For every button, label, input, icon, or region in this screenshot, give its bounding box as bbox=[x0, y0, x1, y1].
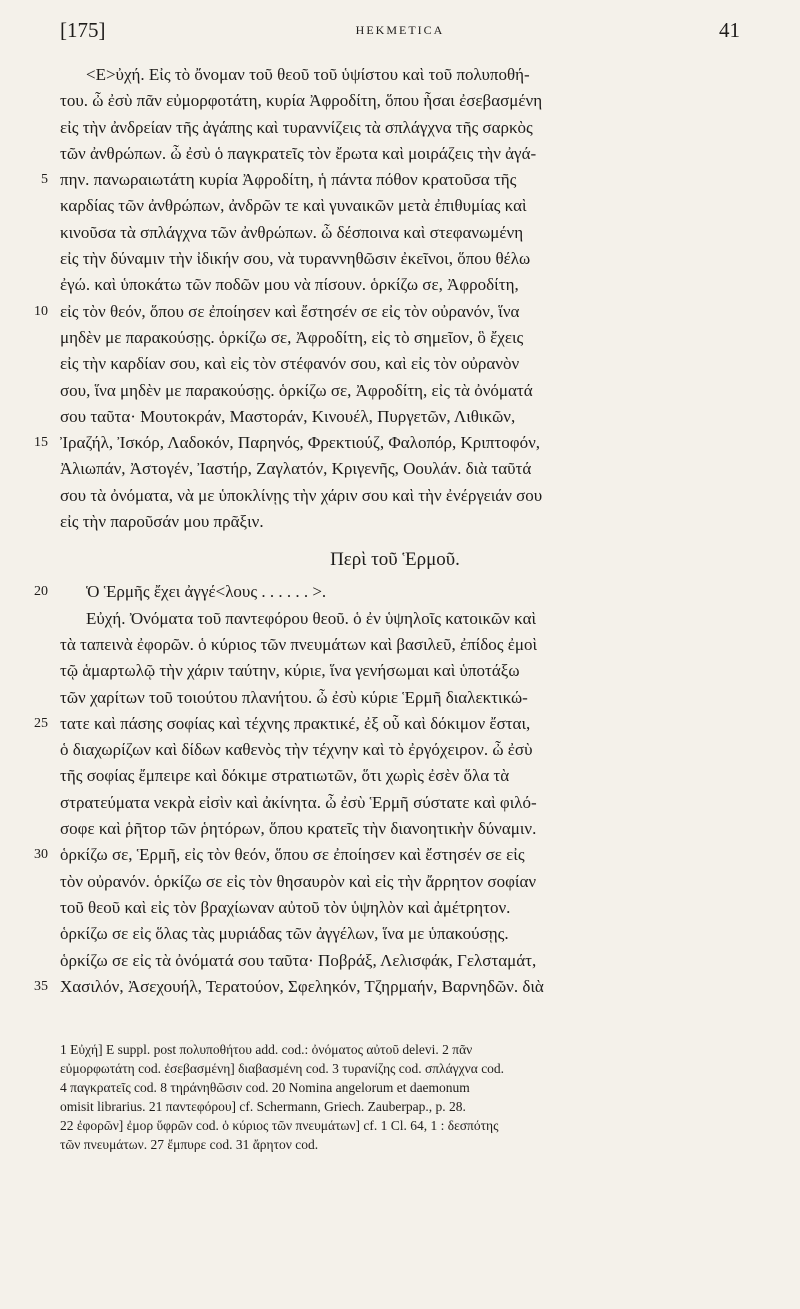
text-line bbox=[34, 579, 730, 605]
line-text: εἰς τὴν καρδίαν σου, καὶ εἰς τὸν στέφανόν σου, καὶ εἰς τὸν οὐρανὸν bbox=[60, 354, 520, 374]
line-text: ὁρκίζω σε, Ἑρμῆ, εἰς τὸν θεόν, ὅπου σε ἐποίησεν καὶ ἔστησέν σε εἰς bbox=[60, 845, 525, 865]
line-text: Εὐχή. Ὀνόματα τοῦ παντεφόρου θεοῦ. ὁ ἐν ὑψηλοῖς κατοικῶν καὶ bbox=[86, 608, 537, 628]
line-text: πην. πανωραιωτάτη κυρία Ἀφροδίτη, ἡ πάντα πόθον κρατοῦσα τῆς bbox=[60, 170, 517, 190]
text-line bbox=[60, 895, 730, 921]
text-line bbox=[60, 272, 730, 298]
line-text: σοφε καὶ ῥῆτορ τῶν ῥητόρων, ὅπου κρατεῖς τὴν διανοητικὴν δύναμιν. bbox=[60, 819, 537, 839]
page-header bbox=[60, 18, 740, 48]
line-text: Χασιλόν, Ἀσεχουήλ, Τερατούον, Σφεληκόν, Τζηρμαήν, Βαρνηδῶν. διὰ bbox=[60, 976, 544, 996]
text-line bbox=[60, 685, 730, 711]
text-line bbox=[60, 606, 730, 632]
line-text: ὁρκίζω σε εἰς τὰ ὀνόματά σου ταῦτα· Ποβράξ, Λελισφάκ, Γελσταμάτ, bbox=[60, 950, 537, 970]
line-text: σου τὰ ὀνόματα, νὰ με ὑποκλίνῃς τὴν χάριν σου καὶ τὴν ἐνέργειάν σου bbox=[60, 485, 543, 505]
text-line bbox=[60, 193, 730, 219]
text-line bbox=[60, 632, 730, 658]
running-title: HEKMETICA bbox=[355, 23, 445, 37]
text-line bbox=[34, 974, 730, 1000]
line-number: 15 bbox=[34, 435, 48, 451]
line-number: 10 bbox=[34, 303, 48, 319]
text-line bbox=[60, 115, 730, 141]
line-text: του. ὦ ἐσὺ πᾶν εὐμορφοτάτη, κυρία Ἀφροδίτη, ὅπου ἦσαι ἐσεβασμένη bbox=[60, 91, 543, 111]
line-text: κινοῦσα τὰ σπλάγχνα τῶν ἀνθρώπων. ὦ δέσποινα καὶ στεφανωμένη bbox=[60, 222, 524, 242]
text-line bbox=[34, 711, 730, 737]
line-text: Ὁ Ἑρμῆς ἔχει ἀγγέ<λους . . . . . . >. bbox=[86, 582, 327, 602]
text-line bbox=[60, 246, 730, 272]
line-text: σου ταῦτα· Μουτοκράν, Μαστοράν, Κινουέλ, Πυργετῶν, Λιθικῶν, bbox=[60, 406, 516, 426]
text-line bbox=[60, 658, 730, 684]
apparatus-notes bbox=[60, 1040, 735, 1154]
line-text: τῶν ἀνθρώπων. ὦ ἐσὺ ὁ παγκρατεῖς τὸν ἔρωτα καὶ μοιράζεις τὴν ἀγά- bbox=[60, 143, 537, 163]
line-text: Ἀλιωπάν, Ἀστογέν, Ἰαστήρ, Ζαγλατόν, Κριγενῆς, Οουλάν. διὰ ταῦτά bbox=[60, 459, 532, 479]
line-text: τὸν οὐρανόν. ὁρκίζω σε εἰς τὸν θησαυρὸν καὶ εἰς τὴν ἄρρητον σοφίαν bbox=[60, 871, 537, 891]
text-line bbox=[60, 790, 730, 816]
text-line bbox=[60, 88, 730, 114]
page-number: 41 bbox=[719, 18, 740, 42]
text-line bbox=[60, 141, 730, 167]
line-text: εἰς τὴν ἀνδρείαν τῆς ἀγάπης καὶ τυραννίζεις τὰ σπλάγχνα τῆς σαρκὸς bbox=[60, 117, 533, 137]
text-line bbox=[60, 869, 730, 895]
text-line bbox=[60, 921, 730, 947]
text-line bbox=[60, 404, 730, 430]
page-reference: [175] bbox=[60, 18, 106, 42]
line-text: τατε καὶ πάσης σοφίας καὶ τέχνης πρακτικέ, ἐξ οὗ καὶ δόκιμον ἔσται, bbox=[60, 713, 531, 733]
line-text: ἐγώ. καὶ ὑποκάτω τῶν ποδῶν μου νὰ πίσουν. ὁρκίζω σε, Ἀφροδίτη, bbox=[60, 275, 519, 295]
text-line bbox=[60, 325, 730, 351]
text-line bbox=[60, 816, 730, 842]
line-text: Ἰραζήλ, Ἰσκόρ, Λαδοκόν, Παρηνός, Φρεκτιούζ, Φαλοπόρ, Κριπτοφόν, bbox=[60, 433, 541, 453]
text-line bbox=[60, 509, 730, 535]
note-line: omisit librarius. 21 παντεφόρου] cf. Schermann, Griech. Zauberpap., p. 28. bbox=[60, 1099, 466, 1114]
line-number: 30 bbox=[34, 847, 48, 863]
text-line bbox=[60, 948, 730, 974]
line-text: τῆς σοφίας ἔμπειρε καὶ δόκιμε στρατιωτῶν, ὅτι χωρὶς ἐσὲν ὅλα τὰ bbox=[60, 766, 510, 786]
line-text: εἰς τὴν παροῦσάν μου πρᾶξιν. bbox=[60, 512, 264, 532]
note-line: 1 Εὐχή] E suppl. post πολυποθήτου add. cod.: ὀνόματος αὐτοῦ delevi. 2 πᾶν bbox=[60, 1042, 473, 1057]
text-line bbox=[60, 351, 730, 377]
line-text: στρατεύματα νεκρὰ εἰσὶν καὶ ἀκίνητα. ὦ ἐσὺ Ἑρμῆ σύστατε καὶ φιλό- bbox=[60, 792, 537, 812]
prayer-hermes bbox=[34, 579, 730, 1000]
line-text: τὰ ταπεινὰ ἐφορῶν. ὁ κύριος τῶν πνευμάτων καὶ βασιλεῦ, ἐπίδος ἐμοὶ bbox=[60, 634, 538, 654]
line-text: σου, ἵνα μηδὲν με παρακούσῃς. ὁρκίζω σε, Ἀφροδίτη, εἰς τὰ ὀνόματά bbox=[60, 380, 533, 400]
line-text: τῶν χαρίτων τοῦ τοιούτου πλανήτου. ὦ ἐσὺ κύριε Ἑρμῆ διαλεκτικώ- bbox=[60, 687, 528, 707]
main-text bbox=[34, 62, 730, 1000]
note-line: τῶν πνευμάτων. 27 ἔμπυρε cod. 31 ἄρητον cod. bbox=[60, 1137, 319, 1152]
line-text: τῷ ἁμαρτωλῷ τὴν χάριν ταύτην, κύριε, ἵνα γενήσωμαι καὶ ὑποτάξω bbox=[60, 661, 520, 681]
text-line bbox=[34, 842, 730, 868]
line-text: εἰς τὴν δύναμιν τὴν ἰδικήν σου, νὰ τυραννηθῶσιν ἐκεῖνοι, ὅπου θέλω bbox=[60, 249, 531, 269]
line-text: τοῦ θεοῦ καὶ εἰς τὸν βραχίωναν αὐτοῦ τὸν ὑψηλὸν καὶ ἀμέτρητον. bbox=[60, 897, 511, 917]
text-line bbox=[34, 299, 730, 325]
text-line bbox=[41, 167, 730, 193]
text-line bbox=[60, 220, 730, 246]
text-line bbox=[60, 483, 730, 509]
text-line bbox=[34, 430, 730, 456]
text-line bbox=[60, 456, 730, 482]
prayer-aphrodite bbox=[34, 62, 730, 535]
line-number: 5 bbox=[41, 172, 48, 188]
text-line bbox=[60, 378, 730, 404]
text-line bbox=[60, 62, 730, 88]
text-line bbox=[60, 737, 730, 763]
line-text: ὁρκίζω σε εἰς ὅλας τὰς μυριάδας τῶν ἀγγέλων, ἵνα με ὑπακούσῃς. bbox=[60, 924, 509, 944]
line-text: εἰς τὸν θεόν, ὅπου σε ἐποίησεν καὶ ἔστησέν σε εἰς τὸν οὐρανόν, ἵνα bbox=[60, 301, 520, 321]
line-number: 20 bbox=[34, 584, 48, 600]
line-text: μηδὲν με παρακούσῃς. ὁρκίζω σε, Ἀφροδίτη, εἰς τὸ σημεῖον, ὃ ἔχεις bbox=[60, 327, 524, 347]
line-text: καρδίας τῶν ἀνθρώπων, ἀνδρῶν τε καὶ γυναικῶν μετὰ ἐπιθυμίας καὶ bbox=[60, 196, 527, 216]
line-text: <E>ὐχή. Εἰς τὸ ὄνομαν τοῦ θεοῦ τοῦ ὑψίστου καὶ τοῦ πολυποθή- bbox=[86, 65, 530, 84]
note-line: 4 παγκρατεῖς cod. 8 τηράνηθῶσιν cod. 20 Nomina angelorum et daemonum bbox=[60, 1080, 470, 1095]
line-number: 35 bbox=[34, 978, 48, 994]
section-title: Περὶ τοῦ Ἑρμοῦ. bbox=[330, 549, 460, 571]
line-number: 25 bbox=[34, 715, 48, 731]
note-line: εὐμορφωτάτη cod. ἐσεβασμένη] διαβασμένη cod. 3 τυρανίζης cod. σπλάγχνα cod. bbox=[60, 1061, 505, 1076]
text-line bbox=[60, 763, 730, 789]
note-line: 22 ἐφορῶν] ἐμορ ὕφρῶν cod. ὁ κύριος τῶν πνευμάτων] cf. 1 Cl. 64, 1 : δεσπότης bbox=[60, 1118, 499, 1133]
line-text: ὁ διαχωρίζων καὶ δίδων καθενὸς τὴν τέχνην καὶ τὸ ἐργόχειρον. ὦ ἐσὺ bbox=[60, 740, 533, 760]
